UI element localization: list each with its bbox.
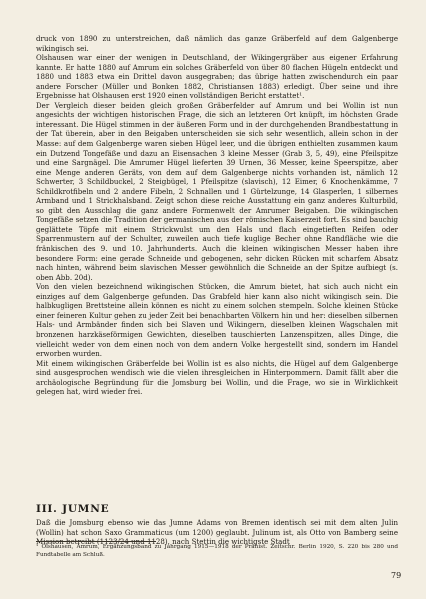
paragraph-5: Mit einem wikingischen Gräberfelde bei Wollin ist es also nichts, die Hügel auf dem Galgenberge sind ausgesprochen wendisch wie die vielen ihresgleichen in Hinterpommern. Damit fällt aber die archäologische Begründung für die Jomsburg bei Wollin, und die Frage, wo sie in Wirklichkeit gelegen hat, wird wieder frei. xyxy=(36,358,398,397)
footnote xyxy=(36,544,398,559)
section-body xyxy=(36,518,398,547)
footnote-rule xyxy=(36,541,156,542)
paragraph-3: Der Vergleich dieser beiden gleich großen Gräberfelder auf Amrum und bei Wollin ist nun angesichts der wichtigen historischen Frage, die sich an letzteren Ort knüpft, im höchsten Grade interessant. Die Hügel stimmen in der äußeren Form und in der durchgehenden Brandbestattung in der Tat überein, aber in den Beigaben unterscheiden sie sich sehr wesentlich, allein schon in der Masse: auf dem Galgenberge waren sieben Hügel leer, und die übrigen enthielten zusammen kaum ein Dutzend Tongefäße und dazu an Eisensachen 3 kleine Messer (Grab 3, 5, 49), eine Pfeilspitze und eine Sargnägel. Die Amrumer Hügel lieferten 39 Urnen, 36 Messer, keine Speerspitze, aber eine Menge anderen Geräts, von dem auf dem Galgenberge nichts vorhanden ist, nämlich 12 Schwerter, 3 Schildbuckel, 2 Steigbügel, 1 Pfeilspitze (slavisch), 12 Eimer, 6 Knochenkämme, 7 Schildkrotfibeln und 2 andere Fibeln, 2 Schnallen und 1 Gürtelzunge, 14 Glasperlen, 1 silbernes Armband und 1 Strickhalsband. Zeigt schon diese reiche Ausstattung ein ganz anderes Kulturbild, so gibt den Ausschlag die ganz andere Formenwelt der Amrumer Beigaben. Die wikingischen Tongefäße setzen die Tradition der germanischen aus der römischen Kaiserzeit fort. Es sind bauchig geglättete Töpfe mit einem Strickwulst um den Hals und flach eingetieften Reifen oder Sparrenmustern auf der Schulter, zuweilen auch tiefe kuglige Becher ohne Randfläche wie die fränkischen des 9. und 10. Jahrhunderts. Auch die kleinen wikingischen Messer haben ihre besondere Form: eine gerade Schneide und gebogenen, sehr dicken Rücken mit scharfem Absatz nach hinten, während beim slavischen Messer gewöhnlich die Schneide an der Spitze aufbiegt (s. oben Abb. 20d). xyxy=(36,100,398,282)
section-title: JUMNE xyxy=(62,503,110,515)
paragraph-2: Olshausen war einer der wenigen in Deutschland, der Wikingergräber aus eigener Erfahrung kannte. Er hatte 1880 auf Amrum ein solches Gräberfeld von über 80 flachen Hügeln entdeckt und 1880 und 1883 etwa ein Drittel davon ausgegraben; das übrige hatten zwischendurch ein paar andere Forscher (Müller und Bonken 1882, Christiansen 1883) erledigt. Über seine und ihre Ergebnisse hat Olshausen erst 1920 einen vollständigen Bericht erstattet¹. xyxy=(36,53,398,101)
body-text xyxy=(36,34,398,397)
paragraph-1: druck von 1890 zu unterstreichen, daß nämlich das ganze Gräberfeld auf dem Galgenberge wikingisch sei. xyxy=(36,34,398,53)
section-number: III. xyxy=(36,503,58,515)
section-heading xyxy=(36,503,109,515)
paragraph-4: Von den vielen bezeichnend wikingischen Stücken, die Amrum bietet, hat sich auch nicht ein einziges auf dem Galgenberge gefunden. Das Grabfeld hier kann also nicht wikingisch sein. Die halbkugligen Brettsteine allein können es nicht zu einem solchen stempeln. Solche kleinen Stücke einer feineren Kultur gehen zu jeder Zeit bei benachbarten Völkern hin und her: dieselben silbernen Hals- und Armbänder finden sich bei Slaven und Wikingern, dieselben kleinen Wagschalen mit bronzenen harzkäseförmigen Gewichten, dieselben tauschierten Lanzenspitzen, alles Dinge, die vielleicht weder von dem einen noch von dem andern Volke hergestellt sind, sondern im Handel erworben wurden. xyxy=(36,282,398,359)
section-paragraph: Daß die Jomsburg ebenso wie das Jumne Adams von Bremen identisch sei mit dem alten Julin (Wollin) hat schon Saxo Grammaticus (um 1200) geglaubt. Julinum ist, als Otto von Bamberg seine Mission betreibt (1123/24 und 1128), nach Stettin die wichtigste Stadt xyxy=(36,518,398,547)
footnote-text: ¹ Olshausen, Amrum, Ergänzungsband zu Jahrgang 1915—1918 der Prähist. Zeitschr. Berlin 1920, S. 220 bis 280 und Fundtabelle am Schluß. xyxy=(36,544,398,558)
page-number: 79 xyxy=(391,571,402,580)
